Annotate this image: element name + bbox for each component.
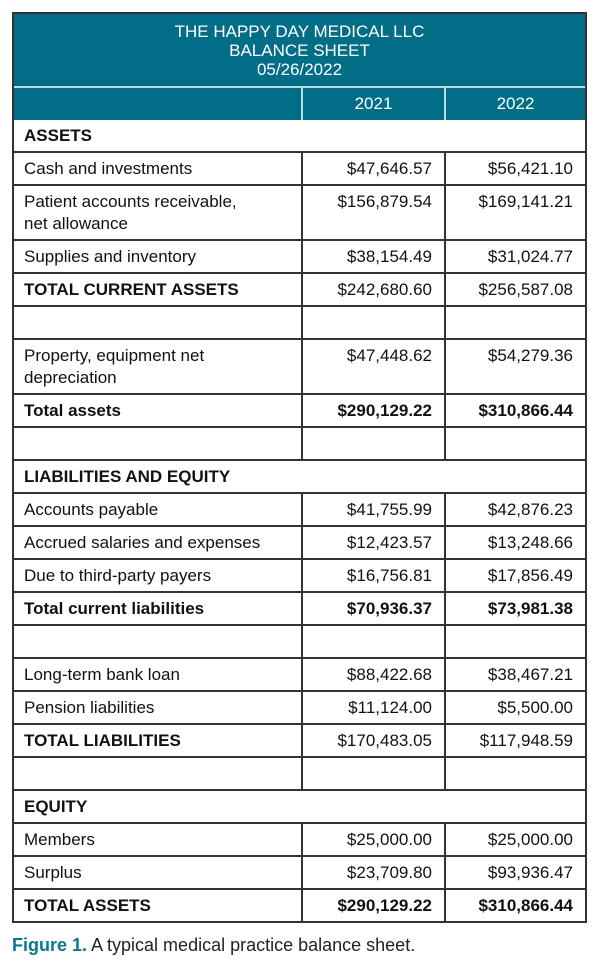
total-row — [14, 393, 585, 426]
value-2022: $42,876.23 — [444, 494, 585, 525]
table-body — [14, 120, 585, 921]
value-2021: $70,936.37 — [301, 593, 444, 624]
year-header-row — [14, 88, 585, 120]
table-row — [14, 492, 585, 525]
value-2021: $47,646.57 — [301, 153, 444, 184]
value-2022 — [444, 626, 585, 657]
row-label: Property, equipment net depreciation — [24, 346, 205, 387]
value-2022: $25,000.00 — [444, 824, 585, 855]
table-row — [14, 657, 585, 690]
row-label: TOTAL ASSETS — [24, 896, 151, 915]
table-row — [14, 822, 585, 855]
row-label — [14, 626, 301, 657]
value-2022 — [444, 428, 585, 459]
section-label: ASSETS — [24, 126, 93, 145]
value-2022 — [444, 758, 585, 789]
row-label: Total current liabilities — [24, 599, 205, 618]
value-2021: $88,422.68 — [301, 659, 444, 690]
table-row — [14, 338, 585, 393]
value-2022: $310,866.44 — [444, 890, 585, 921]
value-2022: $17,856.49 — [444, 560, 585, 591]
total-row — [14, 591, 585, 624]
value-2021: $41,755.99 — [301, 494, 444, 525]
value-2022 — [444, 307, 585, 338]
caption-text: A typical medical practice balance sheet. — [87, 935, 416, 955]
sheet-date: 05/26/2022 — [256, 60, 343, 79]
spacer-row — [14, 624, 585, 657]
column-header-2022: 2022 — [444, 88, 585, 120]
row-label — [14, 428, 301, 459]
table-row — [14, 558, 585, 591]
spacer-row — [14, 426, 585, 459]
value-2021: $12,423.57 — [301, 527, 444, 558]
row-label: Cash and investments — [24, 159, 193, 178]
value-2022: $73,981.38 — [444, 593, 585, 624]
row-label: Pension liabilities — [24, 698, 155, 717]
value-2021: $25,000.00 — [301, 824, 444, 855]
total-row — [14, 723, 585, 756]
value-2021 — [301, 307, 444, 338]
section-header-row — [14, 789, 585, 822]
value-2021 — [301, 428, 444, 459]
figure-caption — [12, 935, 415, 956]
value-2022: $56,421.10 — [444, 153, 585, 184]
value-2022: $54,279.36 — [444, 340, 585, 393]
sheet-title: BALANCE SHEET — [229, 41, 370, 60]
spacer-row — [14, 305, 585, 338]
value-2021: $23,709.80 — [301, 857, 444, 888]
row-label: TOTAL CURRENT ASSETS — [24, 280, 239, 299]
spacer-row — [14, 756, 585, 789]
figure-label: Figure 1. — [12, 935, 88, 955]
section-label: EQUITY — [24, 797, 88, 816]
value-2021 — [301, 626, 444, 657]
row-label: Total assets — [24, 401, 122, 420]
row-label — [14, 758, 301, 789]
value-2022: $310,866.44 — [444, 395, 585, 426]
value-2021: $170,483.05 — [301, 725, 444, 756]
company-name: THE HAPPY DAY MEDICAL LLC — [174, 22, 425, 41]
row-label: Accounts payable — [24, 500, 159, 519]
row-label: Surplus — [24, 863, 82, 882]
value-2022: $169,141.21 — [444, 186, 585, 239]
total-row — [14, 888, 585, 921]
table-row — [14, 184, 585, 239]
value-2022: $93,936.47 — [444, 857, 585, 888]
table-row — [14, 690, 585, 723]
value-2022: $256,587.08 — [444, 274, 585, 305]
row-label: Long-term bank loan — [24, 665, 180, 684]
row-label: Patient accounts receivable, net allowance — [24, 192, 237, 233]
value-2021: $11,124.00 — [301, 692, 444, 723]
row-label: Supplies and inventory — [24, 247, 197, 266]
section-label: LIABILITIES AND EQUITY — [24, 467, 231, 486]
value-2021: $47,448.62 — [301, 340, 444, 393]
section-header-row — [14, 120, 585, 151]
value-2021 — [301, 758, 444, 789]
value-2022: $5,500.00 — [444, 692, 585, 723]
value-2022: $38,467.21 — [444, 659, 585, 690]
value-2022: $117,948.59 — [444, 725, 585, 756]
table-title-block — [14, 14, 585, 88]
table-row — [14, 151, 585, 184]
value-2021: $290,129.22 — [301, 890, 444, 921]
section-header-row — [14, 459, 585, 492]
row-label: TOTAL LIABILITIES — [24, 731, 181, 750]
value-2021: $290,129.22 — [301, 395, 444, 426]
value-2021: $38,154.49 — [301, 241, 444, 272]
column-header-2021: 2021 — [301, 88, 444, 120]
row-label — [14, 307, 301, 338]
table-row — [14, 525, 585, 558]
value-2022: $13,248.66 — [444, 527, 585, 558]
total-row — [14, 272, 585, 305]
balance-sheet-table — [12, 12, 587, 923]
row-label: Accrued salaries and expenses — [24, 533, 261, 552]
table-row — [14, 239, 585, 272]
row-label: Due to third-party payers — [24, 566, 212, 585]
value-2021: $16,756.81 — [301, 560, 444, 591]
row-label: Members — [24, 830, 95, 849]
value-2022: $31,024.77 — [444, 241, 585, 272]
value-2021: $242,680.60 — [301, 274, 444, 305]
table-row — [14, 855, 585, 888]
value-2021: $156,879.54 — [301, 186, 444, 239]
label-column-header — [14, 88, 301, 120]
